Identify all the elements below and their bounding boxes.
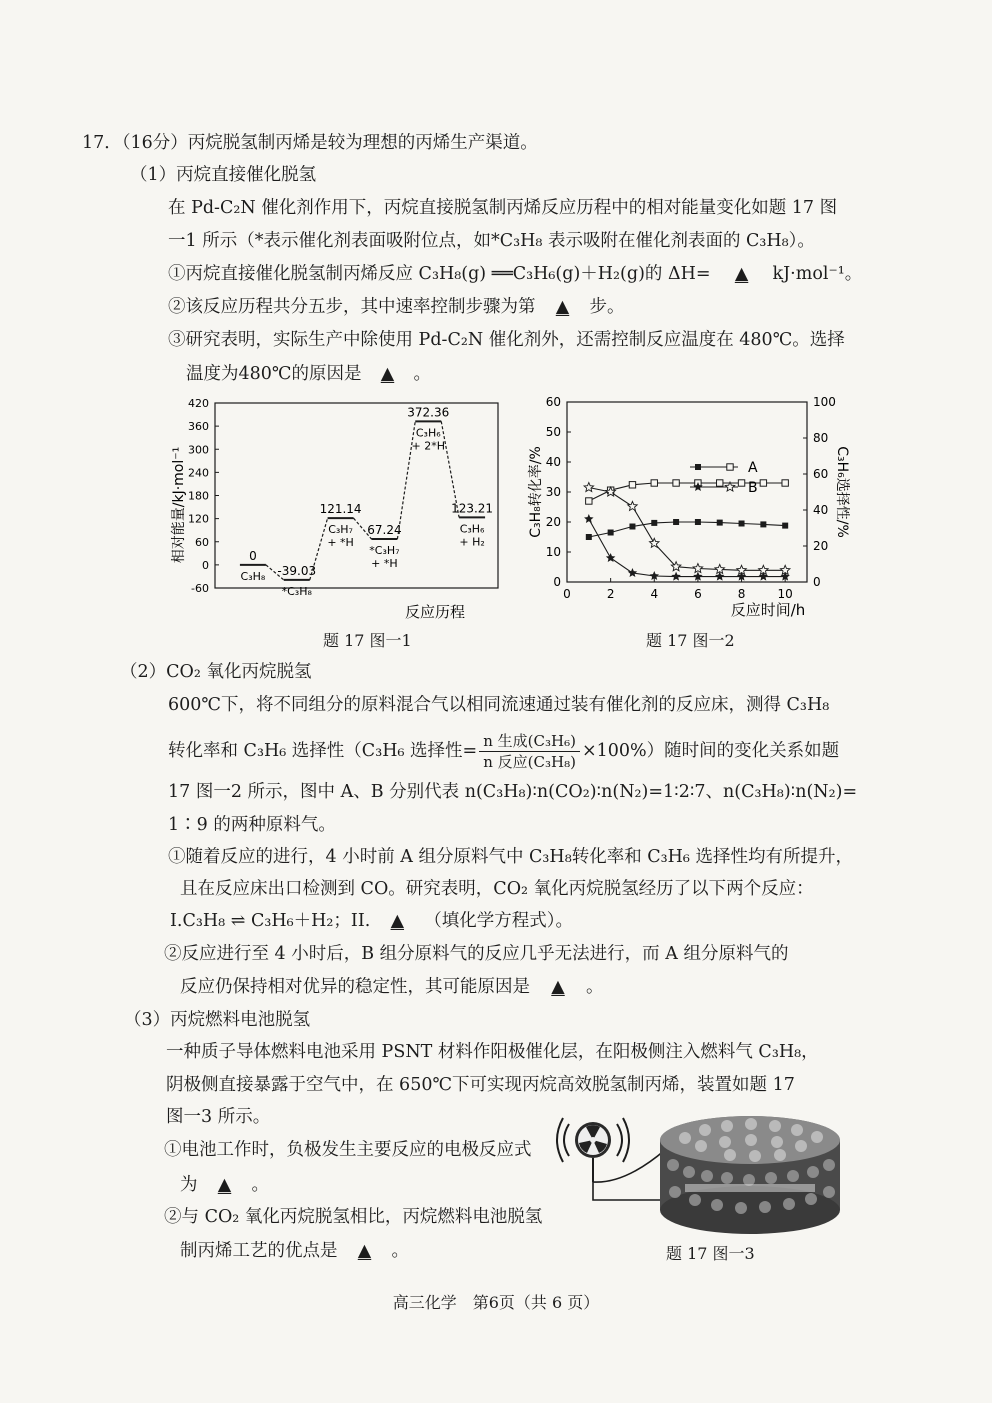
data-point [780, 565, 790, 574]
data-point [650, 538, 660, 547]
part3-title: （3）丙烷燃料电池脱氢 [124, 1010, 311, 1030]
data-point [760, 480, 766, 486]
right-y-tick-label: 40 [813, 503, 829, 517]
wire [593, 1150, 665, 1182]
page-footer: 高三化学 第6页（共 6 页） [392, 1293, 600, 1312]
part1-q3-text: 温度为480℃的原因是 [186, 364, 362, 384]
data-point [629, 524, 635, 530]
part2-intro-line4: 1∶9 的两种原料气。 [168, 815, 336, 835]
fraction-denominator: n 反应(C₃H₈) [483, 753, 576, 771]
energy-value-label: 372.36 [407, 405, 450, 420]
part1-q2-tail: 步。 [589, 297, 625, 317]
figure3-caption: 题 17 图一3 [666, 1244, 755, 1263]
part3-q1-tail: 。 [251, 1175, 269, 1195]
data-point [586, 498, 592, 504]
right-y-tick-label: 100 [813, 395, 836, 409]
part2-intro-line2 [168, 731, 839, 772]
data-point [651, 520, 657, 526]
y-tick-label: 0 [202, 558, 209, 572]
figure1-caption: 题 17 图一1 [323, 631, 412, 650]
fan-icon [557, 1118, 629, 1182]
data-point [782, 523, 788, 529]
part2-title: （2）CO₂ 氧化丙烷脱氢 [120, 662, 312, 682]
species-label-2: + *H [371, 556, 398, 570]
part1-intro-line2: 一1 所示（*表示催化剂表面吸附位点，如*C₃H₈ 表示吸附在催化剂表面的 C₃H₈）。 [168, 231, 815, 251]
left-y-tick-label: 0 [553, 575, 561, 589]
species-label-2: + 2*H [411, 439, 445, 453]
part3-q2-tail: 。 [391, 1241, 409, 1261]
part3-q2-text: 制丙烯工艺的优点是 [180, 1241, 338, 1261]
part1-q3-line2 [186, 362, 431, 386]
part2-q2-line1: ②反应进行至 4 小时后，B 组分原料气的反应几乎无法进行，而 A 组分原料气的 [164, 944, 789, 964]
y-tick-label: 420 [188, 397, 209, 410]
selectivity-fraction [479, 731, 580, 772]
part2-intro-tail: ×100%）随时间的变化关系如题 [581, 741, 840, 761]
data-point [586, 534, 592, 540]
energy-value-label: 123.21 [451, 501, 494, 516]
left-axis-label: C₃H₈转化率/% [528, 446, 544, 538]
part2-q2-text: 反应仍保持相对优异的稳定性，其可能原因是 [180, 977, 530, 997]
part2-intro-line3: 17 图一2 所示，图中 A、B 分别代表 n(C₃H₈)∶n(CO₂)∶n(N₂)=1∶2∶7、n(C₃H₈)∶n(N₂)= [168, 782, 858, 802]
part2-q1-line2: 且在反应床出口检测到 CO。研究表明，CO₂ 氧化丙烷脱氢经历了以下两个反应： [180, 879, 814, 899]
part2-q1-line3 [170, 909, 573, 933]
species-label: C₃H₇ [328, 523, 353, 537]
electrode-stack [660, 1116, 840, 1234]
x-tick-label: 8 [737, 587, 746, 601]
data-point [782, 480, 788, 486]
x-tick-label: 2 [606, 587, 615, 601]
data-point [628, 501, 638, 510]
data-point [715, 572, 725, 581]
conversion-selectivity-chart [520, 390, 850, 625]
data-point [727, 464, 733, 470]
part1-q3-tail: 。 [413, 364, 431, 384]
part2-q2-tail: 。 [586, 977, 604, 997]
answer-blank[interactable]: ▲ [551, 977, 565, 997]
left-y-tick-label: 40 [545, 455, 561, 469]
data-point [651, 480, 657, 486]
right-y-tick-label: 0 [813, 575, 821, 589]
data-point [739, 521, 745, 527]
y-tick-label: -60 [191, 582, 209, 595]
data-point [760, 521, 766, 527]
left-y-tick-label: 50 [545, 425, 561, 439]
data-point [608, 530, 614, 536]
answer-blank[interactable]: ▲ [555, 297, 570, 317]
right-y-tick-label: 80 [813, 431, 829, 445]
data-point [717, 480, 723, 486]
answer-blank[interactable]: ▲ [734, 264, 749, 284]
x-tick-label: 6 [694, 587, 702, 601]
data-point [673, 519, 679, 525]
species-label: C₃H₆ [459, 522, 485, 536]
part1-q2-text: ②该反应历程共分五步，其中速率控制步骤为第 [168, 297, 536, 317]
part3-q2-line2 [180, 1239, 409, 1263]
fuel-cell-device-illustration [555, 1110, 845, 1240]
left-y-tick-label: 60 [545, 395, 561, 409]
answer-blank[interactable]: ▲ [357, 1241, 372, 1261]
data-point [671, 572, 681, 581]
legend-label: A [748, 460, 758, 476]
data-point [584, 514, 594, 523]
species-label: C₃H₆ [415, 426, 441, 440]
x-axis-label: 反应历程 [404, 603, 466, 621]
answer-blank[interactable]: ▲ [390, 911, 405, 931]
series-line [589, 522, 785, 537]
y-tick-label: 180 [188, 489, 209, 503]
data-point [584, 483, 594, 492]
data-point [738, 480, 744, 486]
energy-profile-chart [165, 395, 515, 625]
part3-q1-text: 为 [180, 1175, 198, 1195]
species-label: *C₃H₈ [281, 584, 312, 598]
y-axis-label: 相对能量/kJ·mol⁻¹ [171, 446, 187, 564]
species-label: *C₃H₇ [369, 543, 400, 557]
figure2-caption: 题 17 图一2 [646, 631, 735, 650]
species-label-2: + *H [327, 536, 354, 550]
data-point [629, 482, 635, 488]
y-tick-label: 300 [188, 443, 209, 457]
right-y-tick-label: 60 [813, 467, 829, 481]
x-axis-label: 反应时间/h [730, 601, 806, 619]
part1-q1-unit: kJ·mol⁻¹。 [772, 264, 863, 284]
energy-value-label: 67.24 [367, 522, 402, 537]
part3-intro-line2: 阴极侧直接暴露于空气中，在 650℃下可实现丙烷高效脱氢制丙烯，装置如题 17 [166, 1075, 795, 1095]
data-point [717, 520, 723, 526]
fraction-numerator: n 生成(C₃H₆) [479, 731, 580, 752]
part2-intro-text: 转化率和 C₃H₆ 选择性（C₃H₆ 选择性= [168, 741, 478, 761]
left-y-tick-label: 20 [545, 515, 561, 529]
left-y-tick-label: 30 [545, 485, 561, 499]
energy-value-label: 0 [249, 548, 257, 563]
data-point [715, 564, 725, 573]
data-point [673, 480, 679, 486]
part2-q1-line1: ①随着反应的进行，4 小时前 A 组分原料气中 C₃H₈转化率和 C₃H₆ 选择性均有所提升， [168, 847, 854, 867]
part1-q1-text: ①丙烷直接催化脱氢制丙烯反应 C₃H₈(g) ══C₃H₆(g)＋H₂(g)的 ΔH= [168, 264, 711, 284]
x-tick-label: 4 [650, 587, 659, 601]
question-header: 17．（16分）丙烷脱氢制丙烯是较为理想的丙烯生产渠道。 [82, 133, 538, 153]
part3-intro-line1: 一种质子导体燃料电池采用 PSNT 材料作阳极催化层，在阳极侧注入燃料气 C₃H₈， [166, 1042, 819, 1062]
part3-q2-line1: ②与 CO₂ 氧化丙烷脱氢相比，丙烷燃料电池脱氢 [164, 1207, 543, 1227]
wire [593, 1182, 667, 1200]
part3-q1-line1: ①电池工作时，负极发生主要反应的电极反应式 [164, 1140, 532, 1160]
part2-intro-line1: 600℃下，将不同组分的原料混合气以相同流速通过装有催化剂的反应床，测得 C₃H₈ [168, 695, 830, 715]
y-tick-label: 360 [188, 420, 209, 434]
x-tick-label: 0 [563, 587, 571, 601]
plot-frame [567, 402, 807, 582]
part1-intro-line1: 在 Pd-C₂N 催化剂作用下，丙烷直接脱氢制丙烯反应历程中的相对能量变化如题 17 图 [168, 198, 838, 218]
left-y-tick-label: 10 [545, 545, 561, 559]
part1-title: （1）丙烷直接催化脱氢 [130, 165, 317, 185]
part2-q2-line2 [180, 975, 604, 999]
y-tick-label: 120 [188, 512, 209, 526]
part3-q1-line2 [180, 1173, 269, 1197]
right-y-tick-label: 20 [813, 539, 829, 553]
part3-intro-line3: 图一3 所示。 [166, 1107, 271, 1127]
data-point [693, 564, 703, 573]
part2-q1-tail: （填化学方程式）。 [424, 911, 574, 931]
legend-label: B [748, 480, 758, 496]
series-line [589, 488, 785, 571]
part1-q3-line1: ③研究表明，实际生产中除使用 Pd-C₂N 催化剂外，还需控制反应温度在 480℃。选择 [168, 330, 845, 350]
data-point [759, 565, 769, 574]
reaction-equation-1: I.C₃H₈ ⇌ C₃H₆＋H₂；II. [170, 911, 371, 931]
species-label-2: + H₂ [459, 535, 485, 549]
data-point [628, 568, 638, 577]
answer-blank[interactable]: ▲ [380, 364, 395, 384]
data-point [695, 519, 701, 525]
y-tick-label: 240 [188, 466, 209, 480]
answer-blank[interactable]: ▲ [217, 1175, 232, 1195]
energy-value-label: 121.14 [319, 502, 362, 517]
y-tick-label: 60 [195, 535, 209, 549]
right-axis-label: C₃H₆选择性/% [834, 446, 850, 538]
x-tick-label: 10 [777, 587, 793, 601]
part1-q2 [168, 295, 625, 319]
data-point [695, 464, 701, 470]
energy-value-label: -39.03 [277, 563, 317, 578]
part1-q1 [168, 262, 862, 286]
species-label: C₃H₈ [240, 569, 266, 583]
data-point [737, 565, 747, 574]
